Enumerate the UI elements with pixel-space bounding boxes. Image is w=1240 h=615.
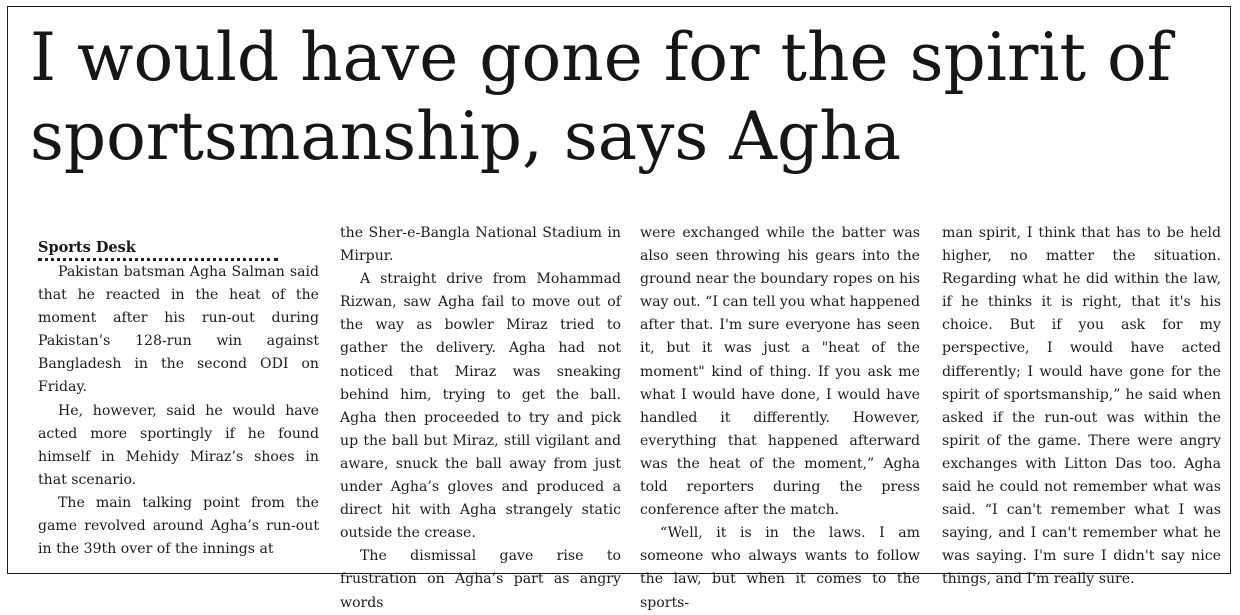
- column-1: [38, 222, 319, 561]
- paragraph: “Well, it is in the laws. I am someone who always wants to follow the law, but when it comes to the sports-: [640, 525, 920, 611]
- paragraph: the Sher-e-Bangla National Stadium in Mirpur.: [340, 225, 621, 265]
- column-2: [340, 222, 621, 615]
- column-3: [640, 222, 920, 615]
- paragraph: He, however, said he would have acted more sportingly if he found himself in Mehidy Miraz’s shoes in that scenario.: [38, 402, 319, 488]
- column-1-text: [38, 261, 319, 561]
- byline: Sports Desk: [38, 238, 278, 261]
- paragraph: A straight drive from Mohammad Rizwan, saw Agha fail to move out of the way as bowler Miraz tried to gather the delivery. Agha had not noticed that Miraz was sneaking behind him, trying to get the ball. Agha then proceeded to try and pick up the ball but Miraz, still vigilant and aware, snuck the ball away from just under Agha’s gloves and produced a direct hit with Agha strangely static outside the crease.: [340, 271, 621, 542]
- article-body: [38, 222, 1221, 611]
- headline: I would have gone for the spirit of sportsmanship, says Agha: [30, 19, 1172, 175]
- paragraph: were exchanged while the batter was also seen throwing his gears into the ground near the boundary ropes on his way out. “I can tell you what happened after that. I'm sure everyone has seen it, but it was just a "heat of the moment" kind of thing. If you ask me what I would have done, I would have handled it differently. However, everything that happened afterward was the heat of the moment,” Agha told reporters during the press conference after the match.: [640, 225, 920, 519]
- paragraph: man spirit, I think that has to be held higher, no matter the situation. Regarding what he did within the law, if he thinks it is right, that it's his choice. But if you ask for my perspective, I would have acted differently; I would have gone for the spirit of sportsmanship,” he said when asked if the run-out was within the spirit of the game. There were angry exchanges with Litton Das too. Agha said he could not remember what was said. “I can't remember what I was saying, and I can't remember what he was saying. I'm sure I didn't say nice things, and I'm really sure.: [942, 225, 1221, 588]
- column-4: [942, 222, 1221, 592]
- paragraph: The dismissal gave rise to frustration on Agha’s part as angry words: [340, 548, 621, 611]
- paragraph: Pakistan batsman Agha Salman said that he reacted in the heat of the moment after his run-out during Pakistan’s 128-run win against Bangladesh in the second ODI on Friday.: [38, 264, 319, 396]
- paragraph: The main talking point from the game revolved around Agha’s run-out in the 39th over of the innings at: [38, 494, 319, 558]
